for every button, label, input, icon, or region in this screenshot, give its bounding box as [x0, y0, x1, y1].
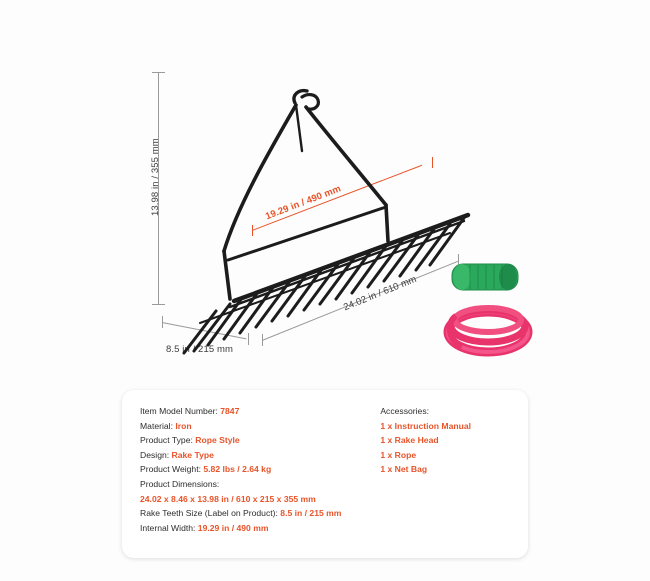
accessories-title: Accessories:: [380, 406, 430, 416]
spec-label-model: Item Model Number:: [140, 406, 218, 416]
spec-row-dimensions: [140, 477, 376, 506]
spec-list: [140, 404, 376, 535]
length-dimension-label: 24.02 in / 610 mm: [342, 273, 419, 314]
spec-row-model: [140, 404, 376, 419]
internal-width-dimension-label: 19.29 in / 490 mm: [264, 183, 343, 223]
height-dimension-label: 13.98 in / 355 mm: [150, 138, 161, 216]
spec-label-internal-width: Internal Width:: [140, 522, 196, 533]
depth-dimension-label: 8.5 in / 215 mm: [166, 344, 233, 355]
net-bag-icon: [452, 264, 518, 290]
accessory-item: 1 x Instruction Manual: [380, 420, 472, 431]
spec-value-internal-width: 19.29 in / 490 mm: [197, 522, 269, 533]
specification-card: [122, 390, 528, 558]
spec-label-design: Design:: [140, 449, 170, 460]
spec-row-teeth-size: [140, 506, 376, 521]
spec-value-material: Iron: [175, 420, 192, 431]
spec-row-design: [140, 448, 376, 463]
spec-label-material: Material:: [140, 420, 173, 431]
accessory-item: 1 x Rake Head: [380, 435, 439, 446]
accessories-list: [376, 404, 528, 535]
accessory-item: 1 x Net Bag: [380, 464, 428, 475]
spec-row-material: [140, 419, 376, 434]
spec-value-teeth-size: 8.5 in / 215 mm: [280, 508, 342, 519]
spec-value-dimensions: 24.02 x 8.46 x 13.98 in / 610 x 215 x 355 mm: [140, 493, 316, 504]
spec-label-dimensions: Product Dimensions:: [140, 478, 220, 489]
spec-row-product-type: [140, 433, 376, 448]
spec-row-internal-width: [140, 521, 376, 536]
rope-icon: [448, 308, 528, 352]
spec-value-product-type: Rope Style: [195, 435, 240, 446]
spec-value-design: Rake Type: [171, 449, 214, 460]
accessory-item: 1 x Rope: [380, 449, 417, 460]
accessories-svg: [440, 250, 570, 370]
rake-svg: [150, 55, 490, 355]
spec-label-weight: Product Weight:: [140, 464, 201, 475]
spec-value-weight: 5.82 lbs / 2.64 kg: [203, 464, 272, 475]
spec-label-product-type: Product Type:: [140, 435, 193, 446]
spec-value-model: 7847: [220, 406, 240, 416]
rake-product-illustration: [150, 55, 490, 355]
accessories-illustration: [440, 250, 570, 370]
spec-row-weight: [140, 462, 376, 477]
spec-label-teeth-size: Rake Teeth Size (Label on Product):: [140, 508, 278, 519]
